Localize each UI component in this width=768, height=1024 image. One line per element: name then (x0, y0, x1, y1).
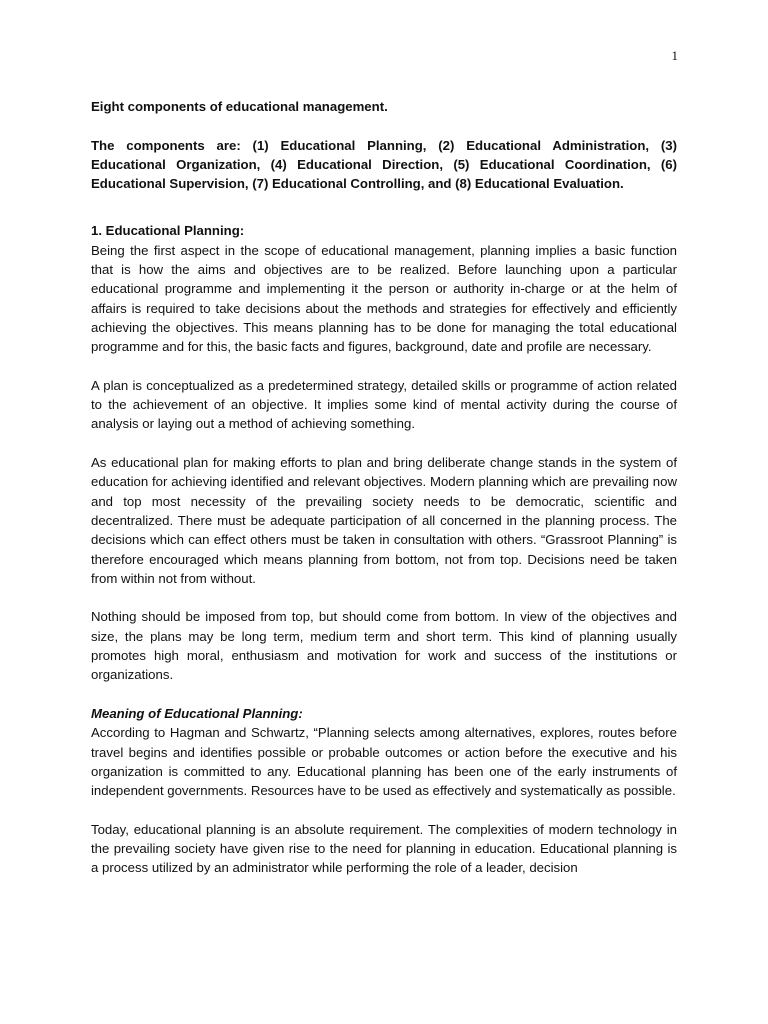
meaning-heading: Meaning of Educational Planning: (91, 705, 303, 721)
section1-paragraph: Being the first aspect in the scope of educational management, planning implies a basic function that is how the aims and objectives are to be realized. Before launching upon a particular educational programme and implementing it the person or authority in-charge or at the helm of affairs is required to take decisions about the methods and strategies for effectively and efficiently achieving the objectives. This means planning has to be done for managing the total educational programme and for this, the basic facts and figures, background, date and profile are necessary. (91, 242, 677, 355)
page-number: 1 (671, 48, 678, 63)
document-body (91, 97, 677, 878)
components-intro: The components are: (1) Educational Planning, (2) Educational Administration, (3) Educational Organization, (4) Educational Direction, (5) Educational Coordination, (6) Educational Supervision, (7) Educational Controlling, and (8) Educational Evaluation. (91, 137, 677, 192)
section1-heading: 1. Educational Planning: (91, 223, 245, 239)
meaning-paragraph: Today, educational planning is an absolute requirement. The complexities of modern technology in the prevailing society have given rise to the need for planning in education. Educational planning is a process utilized by an administrator while performing the role of a leader, decision (91, 821, 677, 876)
section1-paragraph: Nothing should be imposed from top, but should come from bottom. In view of the objectives and size, the plans may be long term, medium term and short term. This kind of planning usually promotes high moral, enthusiasm and motivation for work and success of the institutions or organizations. (91, 609, 677, 683)
document-title: Eight components of educational management. (91, 99, 388, 114)
section1-paragraph: As educational plan for making efforts to plan and bring deliberate change stands in the system of education for achieving identified and relevant objectives. Modern planning which are prevailing now and top most necessity of the prevailing society needs to be democratic, scientific and decentralized. There must be adequate participation of all concerned in the planning process. The decisions which can effect others must be taken in consultation with others. “Grassroot Planning” is therefore encouraged which means planning from bottom, not from top. Decisions need be taken from within not from without. (91, 455, 677, 586)
meaning-paragraph: According to Hagman and Schwartz, “Planning selects among alternatives, explores, routes before travel begins and identifies possible or probable outcomes or action before the executive and his organization is committed to any. Educational planning has been one of the early instruments of independent governments. Resources have to be used as effectively and systematically as possible. (91, 725, 677, 799)
section1-paragraph: A plan is conceptualized as a predetermined strategy, detailed skills or programme of action related to the achievement of an objective. It implies some kind of mental activity during the course of analysis or laying out a method of achieving something. (91, 377, 677, 432)
